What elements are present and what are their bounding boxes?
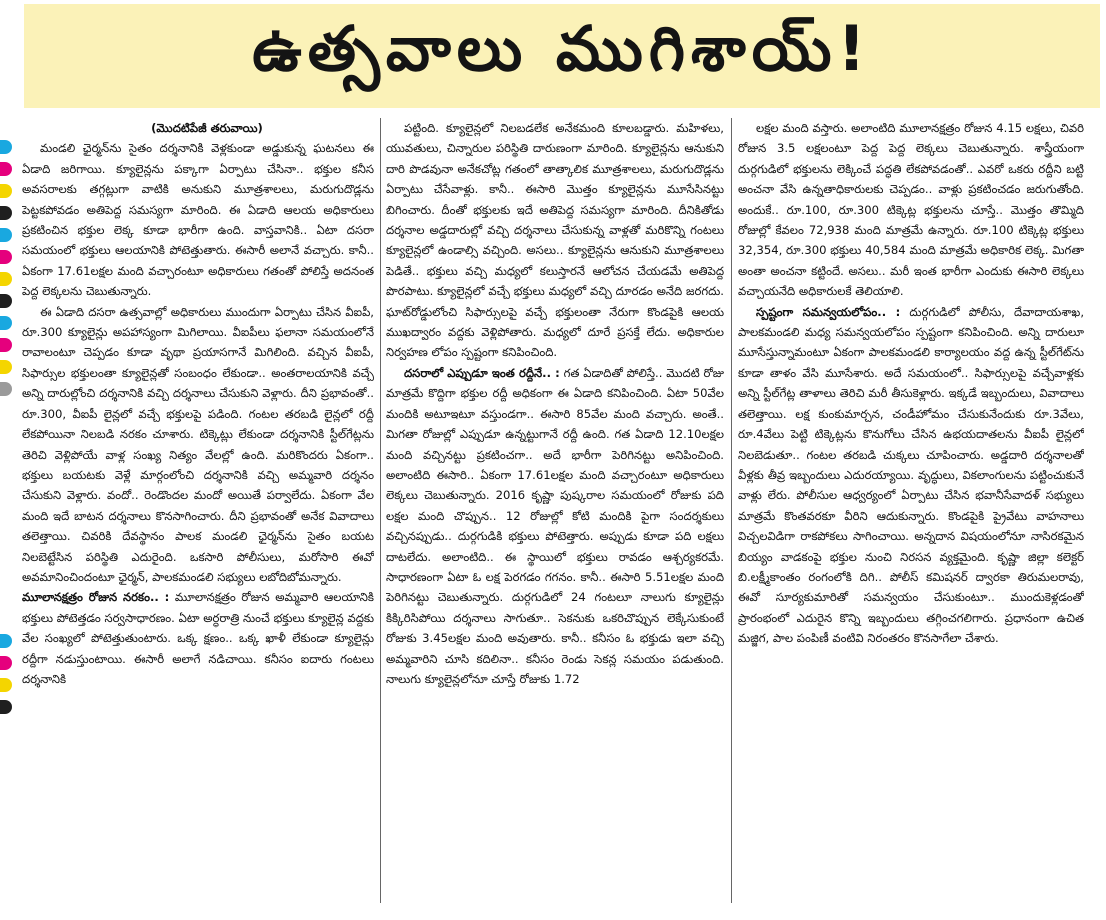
- paragraph-text: మూలానక్షత్రం రోజున అమ్మవారి ఆలయానికి భక్తులు పోటెత్తడం సర్వసాధారణం. ఏటా అర్ధరాత్రి నుంచే భక్తులు క్యూలైన్ల వద్దకు వేల సంఖ్యలో పోటెత్తుతుంటారు. ఒక్క క్షణం.. ఒక్క ఖాళీ లేకుండా క్యూలైన్లు రద్దీగా నడుస్తుంటాయి. ఈసారీ అలాగే నడిచాయి. కనీసం ఐదారు గంటలు దర్శనానికి: [22, 590, 374, 686]
- article-column-1: [22, 118, 374, 908]
- registration-mark: [0, 206, 12, 220]
- registration-mark: [0, 634, 12, 648]
- column-divider: [731, 118, 732, 903]
- registration-mark: [0, 228, 12, 242]
- headline-banner: [24, 4, 1100, 108]
- continued-label: (మొదటిపేజీ తరువాయి): [151, 121, 263, 135]
- headline: ఉత్సవాలు ముగిశాయ్!: [252, 12, 872, 85]
- registration-mark: [0, 382, 12, 396]
- registration-mark: [0, 678, 12, 692]
- column-divider: [380, 118, 381, 903]
- subheading: స్పష్టంగా సమన్వయలోపం.. :: [756, 304, 901, 319]
- registration-mark: [0, 294, 12, 308]
- paragraph-text: దుర్గగుడిలో పోలీసు, దేవాదాయశాఖ, పాలకమండలి మధ్య సమన్వయలోపం స్పష్టంగా కనిపించింది. అన్ని దారులూ మూసేస్తున్నామంటూ ఏకంగా పాలకమండలి కార్యాలయం వద్ద ఉన్న స్టీల్‌గేట్‌ను కూడా తాళం వేసి మూసేశారు. అదే సమయంలో.. సిఫార్సులపై వచ్చేవాళ్లకు అన్ని స్టీల్‌గేట్ల తాళాలు తెరిచి మరీ తీసుకెళ్లారు. ఇక్కడే ఇబ్బందులు, వివాదాలు తలెత్తాయి. లక్ష కుంకుమార్చన, చండీహోమం చేసుకునేందుకు రూ.3వేలు, రూ.4వేలు పెట్టి టిక్కెట్లను కొనుగోలు చేసిన ఉభయదాతలను వీఐపీ లైన్లలో నిలబెడుతూ.. గంటల తరబడి చుక్కలు చూపించారు. అడ్డదారి దర్శనాలతో వీళ్లకు తీవ్ర ఇబ్బందులు ఎదురయ్యాయి. వృద్ధులు, వికలాంగులను పట్టించుకునే వాళ్లు లేరు. పోలీసుల ఆధ్వర్యంలో ఏర్పాటు చేసిన భవానీసేవాదళ్ సభ్యులు మాత్రమే కొంతవరకూ వీరిని ఆదుకున్నారు. కొండపైకి ప్రైవేటు వాహనాలు విచ్చలవిడిగా రాకపోకలు సాగించాయి. అన్నదాన విషయంలోనూ నాసిరకమైన బియ్యం వాడకంపై భక్తుల నుంచి నిరసన వ్యక్తమైంది. కృష్ణా జిల్లా కలెక్టర్ బి.లక్ష్మీకాంతం రంగంలోకి దిగి.. పోలీస్ కమిషనర్ ద్వారకా తిరుమలరావు, ఈవో సూర్యకుమారితో సమన్వయం చేసుకుంటూ.. ముందుకెళ్లడంతో ప్రారంభంలో ఎదురైన కొన్ని ఇబ్బందులు తగ్గించగలిగారు. ప్రధానంగా ఉచిత మజ్జిగ, పాల పంపిణీ వంటివి నిరంతరం కొనసాగేలా చేశారు.: [738, 304, 1084, 646]
- paragraph: [22, 587, 374, 689]
- registration-mark: [0, 140, 12, 154]
- registration-mark: [0, 360, 12, 374]
- subheading: దసరాలో ఎప్పుడూ ఇంత రద్దీనే.. :: [404, 365, 560, 380]
- paragraph: పట్టింది. క్యూలైన్లలో నిలబడలేక అనేకమంది కూలబడ్డారు. మహిళలు, యువతులు, చిన్నారుల పరిస్థితి దారుణంగా మారింది. క్యూలైన్లను ఆనుకుని దారి పొడవునా అనేకచోట్ల గతంలో తాత్కాలిక మూత్రశాలలు, మరుగుదొడ్లను ఏర్పాటు చేసేవాళ్లు. కానీ.. ఈసారి మొత్తం క్యూలైన్లను మూసేసినట్టు బిగించారు. దీంతో భక్తులకు ఇదే అతిపెద్ద సమస్యగా మారింది. దీనికితోడు దర్శనాల అడ్డదారుల్లో వచ్చి దర్శనాలు చేసుకున్న వాళ్లతో మరికొన్ని గంటలు క్యూలైన్లలో ఉండాల్సి వచ్చింది. అసలు.. క్యూలైన్లను ఆనుకుని మూత్రశాలలు పెడితే.. భక్తులు వచ్చి మధ్యలో కలుస్తారనే ఆలోచన చేయడమే అతిపెద్ద పొరపాటు. క్యూలైన్లలో వచ్చే భక్తులు మధ్యలో వచ్చి దూరడం అనేది జరగదు. ఘాట్‌రోడ్డులోంచి సిఫార్సులపై వచ్చే భక్తులంతా నేరుగా కొండపైకి ఆలయ ముఖద్వారం వద్దకు వెళ్లిపోతారు. మధ్యలో దూరే ప్రసక్తే లేదు. అధికారుల నిర్వహణ లోపం స్పష్టంగా కనిపించింది.: [386, 121, 724, 360]
- registration-mark: [0, 316, 12, 330]
- registration-mark: [0, 656, 12, 670]
- article-column-2: [386, 118, 724, 908]
- paragraph: మండలి ఛైర్మన్‌ను సైతం దర్శనానికి వెళ్లకుండా అడ్డుకున్న ఘటనలు ఈ ఏడాది జరిగాయి. క్యూలైన్లను పక్కాగా ఏర్పాటు చేసినా.. భక్తుల కనీస అవసరాలకు తగ్గట్లుగా వాటికి అనుకుని మూత్రశాలలు, మరుగుదొడ్లను పెట్టకపోవడం అతిపెద్ద సమస్యగా మారింది. ఈ ఏడాది ఆలయ అధికారులు ప్రకటించిన భక్తుల లెక్క కూడా భారీగా ఉంది. వాస్తవానికి.. ఏటా దసరా సమయంలో భక్తులు ఆలయానికి పోటెత్తుతారు. ఈసారీ అలానే వచ్చారు. కానీ.. ఏకంగా 17.61లక్షల మంది వచ్చారంటూ అధికారులు గతంతో పోలిస్తే అదనంత పెద్ద లెక్కలను చెబుతున్నారు.: [22, 141, 374, 299]
- registration-mark: [0, 272, 12, 286]
- article-column-3: [738, 118, 1084, 908]
- registration-mark: [0, 184, 12, 198]
- paragraph: ఈ ఏడాది దసరా ఉత్సవాల్లో అధికారులు ముందుగా ఏర్పాటు చేసిన వీఐపీ, రూ.300 క్యూలైన్లు అపహాస్యంగా మిగిలాయి. వీఐపీలు ఫలానా సమయంలోనే రావాలంటూ చెప్పడం కూడా వృథా ప్రయాసగానే మిగిలింది. వచ్చిన వీఐపీ, సిఫార్సుల భక్తులంతా క్యూలైన్లతో సంబంధం లేకుండా.. అంతరాలయానికి వచ్చే అన్ని దారుల్లోంచి దర్శనానికి వచ్చి దర్శనాలు చేసుకుని వెళ్లారు. దీని ప్రభావంతో.. రూ.300, వీఐపీ లైన్లలో వచ్చే భక్తులపై పడింది. గంటల తరబడి లైన్లలో రద్దీ లేకపోయినా నిలబడి నరకం చూశారు. టిక్కెట్లు లేకుండా దర్శనానికి స్టీల్‌గేట్లను తెరిచి వెళ్లిపోయే వాళ్ల సంఖ్య నిత్యం వేలల్లో ఉంది. మరికొందరు ఏకంగా.. భక్తులు బయటకు వెళ్లే మార్గంలోంచి దర్శనానికి వచ్చి అమ్మవారి దర్శనం చేసుకుని వెళ్లారు. వందో.. రెండొందల మందో అయితే పర్వాలేదు. ఏకంగా వేల మంది ఇదే బాటన దర్శనాలు కొనసాగించారు. దీని ప్రభావంతో అనేక వివాదాలు తలెత్తాయి. చివరికి దేవస్థానం పాలక మండలి ఛైర్మన్‌ను సైతం బయట నిలబెట్టేసిన పరిస్థితి ఎదురైంది. ఒకసారి పోలీసులు, మరోసారి ఈవో అవమానించిందంటూ ఛైర్మన్, పాలకమండలి సభ్యులు లబోదిబోమన్నారు.: [22, 304, 374, 584]
- registration-mark: [0, 250, 12, 264]
- color-registration-marks: [0, 120, 14, 920]
- registration-mark: [0, 700, 12, 714]
- subheading: మూలానక్షత్రం రోజున నరకం.. :: [22, 590, 170, 605]
- paragraph: [386, 363, 724, 690]
- registration-mark: [0, 338, 12, 352]
- paragraph: [738, 302, 1084, 649]
- paragraph: లక్షల మంది వస్తారు. అలాంటిది మూలానక్షత్రం రోజున 4.15 లక్షలు, చివరి రోజున 3.5 లక్షలంటూ పెద్ద పెద్ద లెక్కలు చెబుతున్నారు. శాస్త్రీయంగా దుర్గగుడిలో భక్తులను లెక్కించే పద్ధతి లేకపోవడంతో.. ఎవరో ఒకరు రద్దీని బట్టి అంచనా వేసి ఉన్నతాధికారులకు చెప్పడం.. వాళ్లు ప్రకటించడం జరుగుతోంది. అందుకే.. రూ.100, రూ.300 టిక్కెట్ల భక్తులను చూస్తే.. మొత్తం తొమ్మిది రోజుల్లో కేవలం 72,938 మంది మాత్రమే ఉన్నారు. రూ.100 టిక్కెట్ల భక్తులు 32,354, రూ.300 భక్తులు 40,584 మంది మాత్రమే అధికారిక లెక్క. మిగతా అంతా అంచనా కట్టిందే. అసలు.. మరీ ఇంత భారీగా ఎందుకు ఈసారి లెక్కలు వచ్చాయనేది అధికారులకే తెలియాలి.: [738, 121, 1084, 299]
- registration-mark: [0, 162, 12, 176]
- paragraph-text: గత ఏడాదితో పోలిస్తే.. మొదటి రోజు మాత్రమే కొద్దిగా భక్తుల రద్దీ అధికంగా ఈ ఏడాది కనిపించింది. ఏటా 50వేల మందికి అటూఇటూ వస్తుండగా.. ఈసారి 85వేల మంది వచ్చారు. అంతే.. మిగతా రోజుల్లో ఎప్పుడూ ఉన్నట్టుగానే రద్దీ ఉంది. గత ఏడాది 12.10లక్షల మంది వచ్చినట్టు ప్రకటించగా.. అదే భారీగా పెరిగినట్టు అనిపించింది. అలాంటిది ఈసారి.. ఏకంగా 17.61లక్షల మంది వచ్చారంటూ అధికారులు లెక్కలు చెబుతున్నారు. 2016 కృష్ణా పుష్కరాల సమయంలో రోజుకు పది లక్షల మంది చొప్పున.. 12 రోజుల్లో కోటి మందికి పైగా సందర్శకులు వచ్చినప్పుడు.. దుర్గగుడికి భక్తులు పోటెత్తారు. అప్పుడు కూడా పది లక్షలు దాటలేదు. అలాంటిది.. ఈ స్థాయిలో భక్తులు రావడం ఆశ్చర్యకరమే. సాధారణంగా ఏటా ఓ లక్ష పెరగడం గగనం. కానీ.. ఈసారి 5.51లక్షల మంది పెరిగినట్టు చెబుతున్నారు. దుర్గగుడిలో 24 గంటలూ నాలుగు క్యూలైన్లు కిక్కిరిసిపోయి దర్శనాలు సాగుతూ.. సెకనుకు ఒకరిచొప్పున లెక్కేసుకుంటే రోజుకు 3.45లక్షల మంది అవుతారు. కానీ.. కనీసం ఓ భక్తుడు ఇలా వచ్చి అమ్మవారిని చూసి కదిలినా.. కనీసం రెండు సెకన్ల సమయం పడుతుంది. నాలుగు క్యూలైన్లలోనూ చూస్తే రోజుకు 1.72: [386, 365, 724, 686]
